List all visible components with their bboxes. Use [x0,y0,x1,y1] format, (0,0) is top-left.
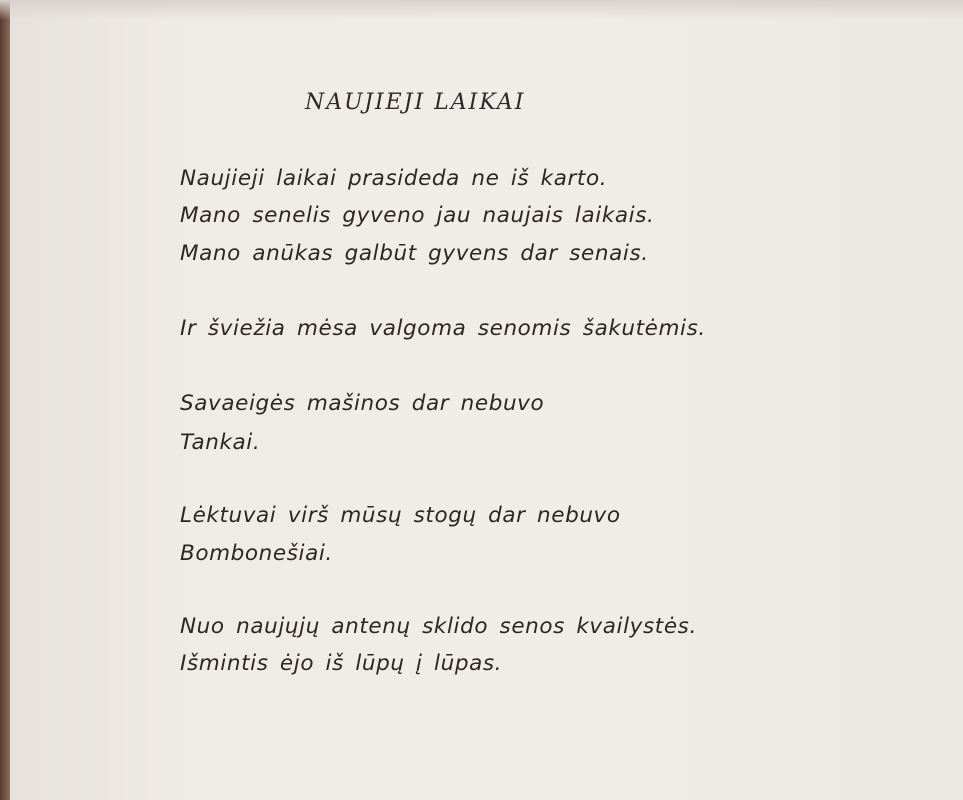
poem-line: Lėktuvai virš mūsų stogų dar nebuvo [180,503,621,528]
poem-line: Savaeigės mašinos dar nebuvo [180,391,545,416]
book-cover-edge [0,0,10,800]
poem-line: Mano senelis gyveno jau naujais laikais. [180,203,655,228]
poem-line: Ir šviežia mėsa valgoma senomis šakutėmis. [180,316,706,341]
poem-line: Nuo naujųjų antenų sklido senos kvailystės. [180,614,697,639]
poem-line: Tankai. [180,430,261,455]
page-shadow [0,0,963,20]
poem-line: Bombonešiai. [180,541,333,566]
poem-title: NAUJIEJI LAIKAI [305,90,526,115]
poem-line: Išmintis ėjo iš lūpų į lūpas. [180,651,503,676]
poem-line: Naujieji laikai prasideda ne iš karto. [180,166,608,191]
poem-line: Mano anūkas galbūt gyvens dar senais. [180,241,649,266]
